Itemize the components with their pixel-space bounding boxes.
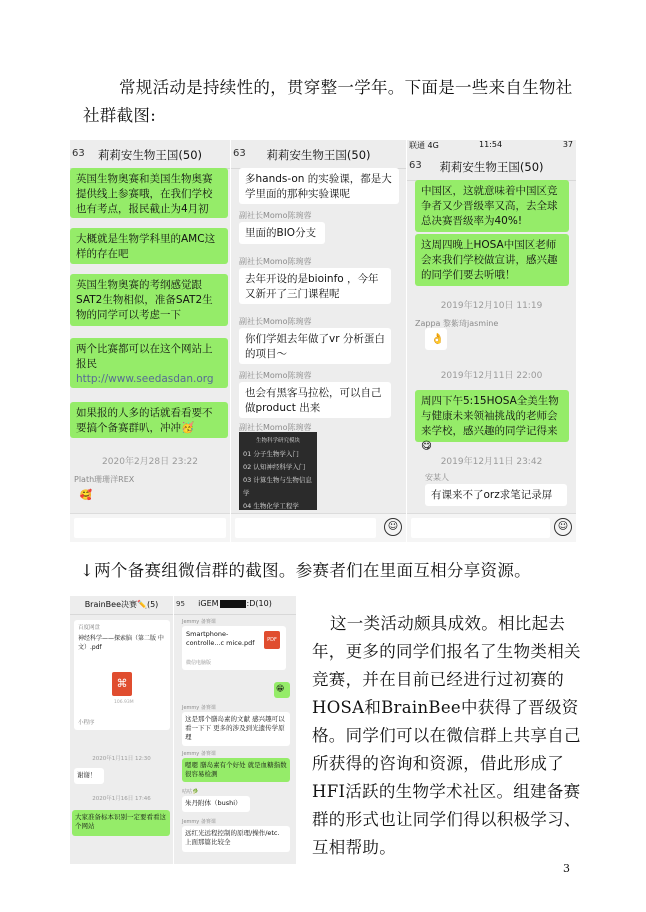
- screenshot-caption: ↓两个备赛组微信群的截图。参赛者们在里面互相分享资源。: [80, 561, 531, 580]
- unread-badge: 63: [409, 160, 422, 171]
- sender-name: Jemmy 备赛课: [182, 619, 216, 625]
- message-bubble: 英国生物奥赛和美国生物奥赛提供线上参赛哦，在我们学校也有考点，报民截止为4月初: [70, 168, 228, 218]
- unread-badge: 95: [176, 600, 185, 608]
- message-input[interactable]: [74, 518, 226, 538]
- message-bubble: 大概就是生物学科里的AMC这样的存在吧: [70, 228, 228, 264]
- emoji-button-icon[interactable]: ☺: [554, 518, 572, 536]
- message-timestamp: 2020年1月16日 17:46: [92, 796, 151, 802]
- message-input[interactable]: [411, 518, 550, 538]
- file-name: Smartphone-controlle...c mice.pdf: [186, 630, 255, 647]
- message-bubble: 这周四晚上HOSA中国区老师会来我们学校做宣讲，感兴趣的同学们要去听哦！: [415, 234, 569, 286]
- chat-title: BrainBee决赛✏️(5): [84, 600, 159, 609]
- battery-label: 37: [562, 140, 573, 149]
- input-bar: [70, 513, 230, 542]
- menu-item: 02 认知神经科学入门: [243, 463, 306, 471]
- chat-header: [174, 596, 296, 615]
- message-bubble: 周四下午5:15HOSA全美生物与健康未来领袖挑战的老师会来学校，感兴趣的同学记得来😋: [415, 390, 569, 442]
- summary-paragraph: 这一类活动颇具成效。相比起去年，更多的同学们报名了生物类相关竞赛，并在目前已经进行过初赛的HOSA和BrainBee中获得了晋级资格。同学们可以在微信群上共享自己所获得的咨询和资源，借此形成了HFI活跃的生物学术社区。组建备赛群的形式也让同学们得以积极学习、互相帮助。: [312, 614, 581, 857]
- file-card[interactable]: [74, 620, 170, 730]
- message-timestamp: 2019年12月11日 22:00: [440, 371, 543, 381]
- message-bubble: 这是那个膳岛素的文献 感兴趣可以看一下下 更多的涉及到光遗传学原理: [182, 712, 290, 746]
- message-bubble: 也会有黑客马拉松，可以自己做product 出来: [239, 382, 391, 418]
- message-bubble: 去年开设的是bioinfo ，今年又新开了三门课程呢: [239, 268, 391, 304]
- message-bubble: 嗯嗯 膳岛素有个好处 就是血糖指数很容易检测: [182, 758, 290, 782]
- sender-name: 副社长Momo陈琬蓉: [239, 371, 312, 380]
- message-bubble: 有课来不了orz求笔记录屏: [425, 484, 567, 506]
- pdf-icon: PDF: [264, 631, 280, 649]
- page-number: 3: [563, 862, 570, 875]
- carrier-label: 联通 4G: [409, 141, 439, 150]
- chat-title: 莉莉安生物王国(50): [439, 160, 544, 174]
- chat-title: [174, 599, 296, 608]
- unread-badge: 63: [72, 148, 85, 159]
- pdf-icon: ⌘: [112, 672, 132, 696]
- chat-screenshot-5: [174, 596, 296, 864]
- sender-name: Jemmy 备赛课: [182, 705, 216, 711]
- message-bubble: 谢谢！: [74, 768, 104, 784]
- file-card[interactable]: [182, 626, 286, 670]
- phone-status-bar: [407, 140, 576, 152]
- chat-title-suffix: :D(10): [246, 599, 272, 608]
- redacted-block: [220, 600, 246, 608]
- chat-title-prefix: iGEM: [198, 599, 219, 608]
- message-bubble: 里面的BIO分支: [239, 222, 325, 244]
- sender-name: Jemmy 备赛课: [182, 819, 216, 825]
- emoji-avatar: 🥰: [79, 490, 93, 501]
- file-name: 神经科学——探索脑（第二版 中文）.pdf: [78, 635, 164, 651]
- unread-badge: 63: [233, 148, 246, 159]
- file-size: 106.93M: [114, 700, 134, 705]
- sender-name: 安某人: [425, 473, 449, 482]
- message-input[interactable]: [235, 518, 376, 538]
- menu-item: 04 生物化学工程学: [243, 502, 299, 510]
- sender-name: Plath珊珊洋REX: [74, 475, 135, 484]
- menu-item: 03 计算生物与生物信息学: [243, 476, 312, 497]
- message-timestamp: 2019年12月10日 11:19: [440, 301, 543, 311]
- message-timestamp: 2019年12月11日 23:42: [440, 457, 543, 467]
- message-text: 两个比赛都可以在这个网站上报民: [76, 343, 213, 370]
- message-bubble-with-link: [70, 338, 228, 388]
- file-app: 微信电脑版: [186, 660, 212, 666]
- chat-header: [70, 140, 230, 169]
- intro-paragraph: 常规活动是持续性的，贯穿整一学年。下面是一些来自生物社社群截图:: [83, 78, 573, 125]
- sender-name: Jemmy 备赛课: [182, 751, 216, 757]
- sender-name: 副社长Momo陈琬蓉: [239, 257, 312, 266]
- chat-header: [407, 152, 576, 181]
- message-bubble: 英国生物奥赛的考纲感觉跟SAT2生物相似，准备SAT2生物的同学可以考虑一下: [70, 274, 228, 326]
- chat-screenshot-2: [231, 140, 406, 542]
- input-bar: [231, 513, 406, 542]
- message-bubble: 大家准备标本识别一定要看看这个网站: [72, 810, 170, 836]
- chat-screenshot-1: [70, 140, 230, 542]
- website-link[interactable]: http://www.seedasdan.org: [76, 373, 214, 385]
- chat-screenshot-3: [407, 140, 576, 542]
- message-bubble: 远红光远程控制的原理/操作/etc. 上面那篇比较全: [182, 826, 290, 852]
- menu-title: 生物科学研究模块: [255, 438, 300, 444]
- chat-title: 莉莉安生物王国(50): [266, 148, 371, 162]
- emoji-button-icon[interactable]: ☺: [384, 518, 402, 536]
- chat-title: 莉莉安生物王国(50): [97, 148, 203, 162]
- message-bubble: 多hands-on 的实验课，都是大学里面的那种实验课呢: [239, 168, 399, 204]
- message-bubble: 朱丹附体（bushi）: [182, 796, 250, 812]
- input-bar: [407, 513, 576, 542]
- sender-name: 副社长Momo陈琬蓉: [239, 423, 312, 432]
- message-timestamp: 2020年1月11日 12:30: [92, 756, 151, 762]
- message-bubble: 中国区，这就意味着中国区竞争者又少晋级率又高，去全球总决赛晋级率为40%!: [415, 180, 569, 232]
- message-timestamp: 2020年2月28日 23:22: [102, 457, 198, 467]
- sender-name: 咕咕🥬: [182, 789, 199, 795]
- sticker-message: 😁: [274, 682, 290, 698]
- sender-name: 副社长Momo陈琬蓉: [239, 317, 312, 326]
- sender-name: Zappa 黎紫琦jasmine: [415, 319, 499, 328]
- file-source: 百度网盘: [78, 625, 101, 631]
- message-bubble: 你们学姐去年做了vr 分析蛋白的项目～: [239, 328, 391, 364]
- file-app: 小程序: [78, 720, 95, 726]
- sender-name: 副社长Momo陈琬蓉: [239, 211, 312, 220]
- menu-item: 01 分子生物学入门: [243, 450, 299, 458]
- chat-header: [70, 596, 173, 615]
- course-module-image: [239, 432, 317, 510]
- clock-label: 11:54: [479, 140, 503, 149]
- chat-header: [231, 140, 406, 169]
- chat-screenshot-4: [70, 596, 173, 864]
- message-bubble: 👌: [425, 328, 447, 350]
- message-bubble: 如果报的人多的话就看看要不要搞个备赛群叭，冲冲🥳: [70, 402, 228, 438]
